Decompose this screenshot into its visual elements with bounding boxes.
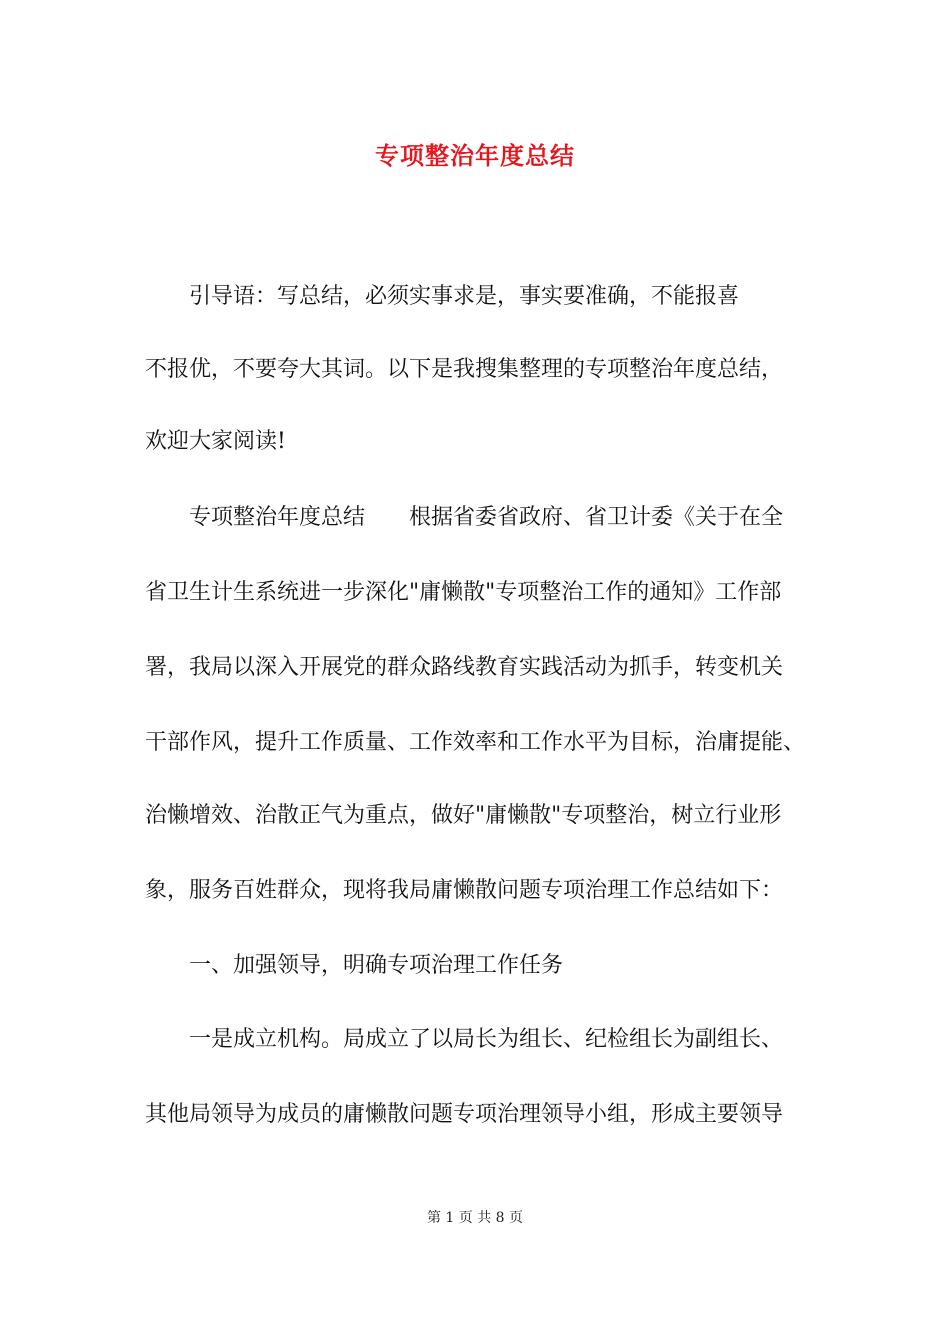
body-line-4: 专项整治年度总结 根据省委省政府、省卫计委《关于在全 bbox=[145, 505, 784, 530]
document-title: 专项整治年度总结 bbox=[375, 141, 575, 170]
body-line-1: 引导语：写总结，必须实事求是，事实要准确，不能报喜 bbox=[145, 284, 740, 309]
body-line-6: 署，我局以深入开展党的群众路线教育实践活动为抓手，转变机关 bbox=[145, 655, 784, 680]
body-line-5: 省卫生计生系统进一步深化"庸懒散"专项整治工作的通知》工作部 bbox=[145, 580, 782, 605]
body-line-8: 治懒增效、治散正气为重点，做好"庸懒散"专项整治，树立行业形 bbox=[145, 803, 782, 828]
body-line-3: 欢迎大家阅读! bbox=[145, 429, 286, 454]
section-heading-1: 一、加强领导，明确专项治理工作任务 bbox=[145, 953, 564, 978]
body-line-7: 干部作风，提升工作质量、工作效率和工作水平为目标，治庸提能、 bbox=[145, 730, 806, 755]
body-line-12: 其他局领导为成员的庸懒散问题专项治理领导小组，形成主要领导 bbox=[145, 1102, 784, 1127]
body-line-11: 一是成立机构。局成立了以局长为组长、纪检组长为副组长、 bbox=[145, 1027, 784, 1052]
page-number-footer: 第 1 页 共 8 页 bbox=[426, 1210, 524, 1226]
body-line-2: 不报优，不要夸大其词。以下是我搜集整理的专项整治年度总结， bbox=[145, 357, 784, 382]
body-line-9: 象，服务百姓群众，现将我局庸懒散问题专项治理工作总结如下： bbox=[145, 878, 784, 903]
